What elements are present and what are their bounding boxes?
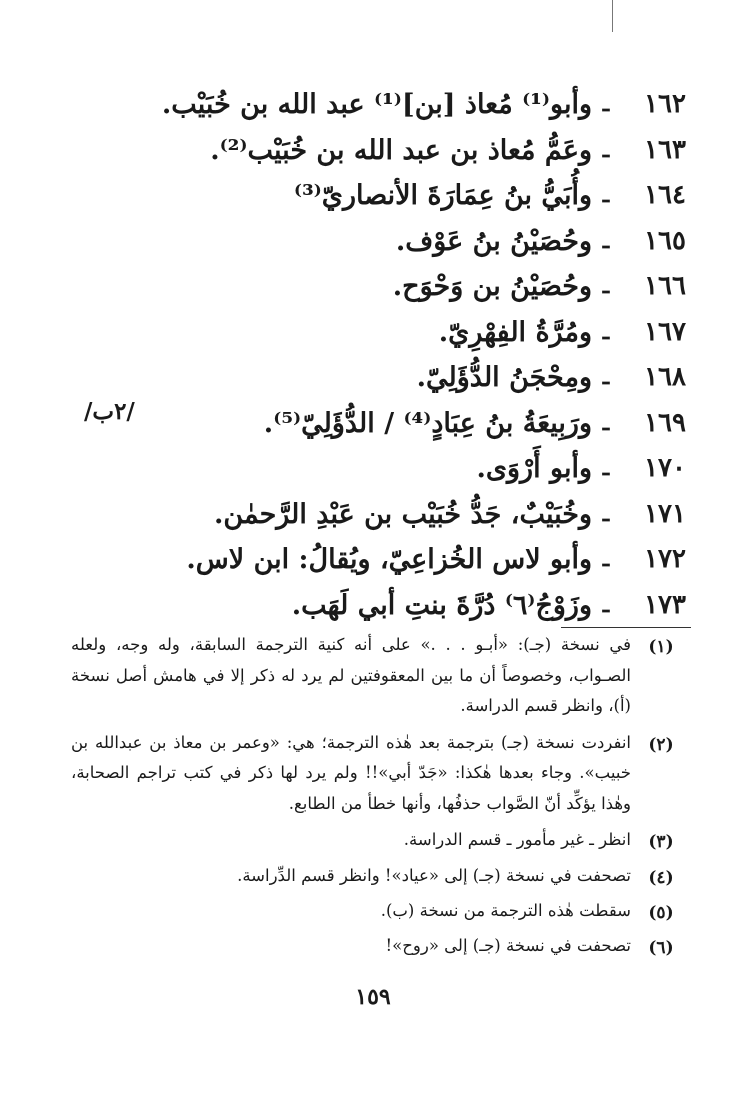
footnote-6 [51, 931, 691, 963]
entry-number: ١٦٦ [644, 271, 686, 301]
entry-number: ١٦٤ [644, 180, 686, 210]
entry-dash: ـ [602, 591, 610, 618]
entry-number: ١٦٧ [644, 316, 686, 347]
footnote-text: في نسخة (جـ): «أبـو . . .» على أنه كنية الترجمة السابقة، وله وجه، ولعله الصـواب، وخصوصاً أن ما بين المعقوفتين لم يرد له ذكر إلا في هامش أصل نسخة (أ)، وانظر قسم الدراسة. [71, 635, 631, 715]
entry-dash: ـ [602, 273, 610, 299]
footnote-number: (٦) [648, 938, 674, 958]
entry-text: وعَمُّ مُعاذ بن عبد الله بن خُبَيْب⁽²⁾. [210, 134, 592, 166]
entry-173 [66, 583, 686, 629]
entry-162 [66, 82, 686, 128]
entry-170 [66, 446, 686, 492]
entry-163 [66, 128, 686, 174]
footnote-text: انظر ـ غير مأمور ـ قسم الدراسة. [403, 830, 631, 849]
page-number: ١٥٩ [355, 984, 391, 1010]
footnote-2 [51, 728, 691, 820]
entry-171 [66, 492, 686, 538]
footnote-list [51, 630, 691, 963]
entry-text: وأبو⁽¹⁾ مُعاذ [بن]⁽¹⁾ عبد الله بن خُبَيْب. [161, 89, 592, 120]
entry-number: ١٧٠ [644, 453, 686, 483]
entry-172 [66, 537, 686, 583]
entry-dash: ـ [602, 182, 610, 208]
entry-list [66, 82, 686, 628]
entry-text: وأبو لاس الخُزاعِيّ، ويُقالُ: ابن لاس. [186, 544, 592, 575]
entry-text: وزَوْجُ⁽٦⁾ دُرَّةَ بنتِ أبي لَهَب. [291, 589, 592, 621]
footnote-number: (٤) [648, 868, 674, 888]
entry-number: ١٧٣ [644, 589, 686, 620]
entry-dash: ـ [602, 227, 610, 254]
footnote-5 [51, 896, 691, 928]
entry-text: وحُصَيْنُ بنُ عَوْف. [395, 225, 592, 257]
entry-text: وأُبَيُّ بنُ عِمَارَةَ الأنصاريّ⁽³⁾ [293, 180, 592, 211]
entry-164 [66, 173, 686, 219]
footnote-number: (٥) [648, 903, 674, 923]
entry-number: ١٦٥ [644, 225, 686, 256]
footnote-1 [51, 630, 691, 722]
entry-text: وخُبَيْبٌ، جَدُّ خُبَيْب بن عَبْدِ الرَّحمٰن. [214, 498, 592, 530]
footnote-text: سقطت هٰذه الترجمة من نسخة (ب). [380, 901, 631, 920]
entry-text: وحُصَيْنُ بن وَحْوَح. [392, 271, 592, 302]
gutter-line [612, 0, 613, 32]
footnote-separator [561, 627, 691, 628]
entry-dash: ـ [602, 318, 610, 345]
entry-text: ومُرَّةُ الفِهْرِيّ. [438, 316, 592, 348]
footnote-number: (٢) [648, 734, 674, 755]
footnote-text: تصحفت في نسخة (جـ) إلى «عياد»! وانظر قسم الدِّراسة. [237, 866, 631, 885]
entry-number: ١٦٨ [644, 362, 686, 392]
entry-number: ١٦٩ [644, 407, 686, 438]
entry-dash: ـ [602, 500, 610, 527]
entry-dash: ـ [602, 455, 610, 481]
entry-text: ورَبِيعَةُ بنُ عِبَادٍ⁽⁴⁾ / الدُّؤَلِيّ⁽⁵⁾. [263, 407, 592, 439]
entry-dash: ـ [602, 409, 610, 436]
entry-number: ١٧١ [644, 498, 686, 529]
footnote-number: (١) [648, 637, 674, 657]
entry-number: ١٦٢ [644, 89, 686, 119]
entry-dash: ـ [602, 546, 610, 572]
footnote-text: تصحفت في نسخة (جـ) إلى «روح»! [385, 936, 631, 955]
entry-dash: ـ [602, 136, 610, 163]
entry-168 [66, 355, 686, 401]
entry-number: ١٦٣ [644, 134, 686, 165]
footnote-text: انفردت نسخة (جـ) بترجمة بعد هٰذه الترجمة؛ هي: «وعمر بن معاذ بن عبدالله بن خبيب». وجاء بعدها هٰكذا: «جَدّ أبي»!! ولم يرد لها ذكر في كتب تراجم الصحابة، وهٰذا يؤكِّد أنّ الصَّواب حذفُها، وأنها خطأ من الطابع. [71, 732, 631, 813]
entry-169 [66, 401, 686, 447]
footnote-3 [51, 825, 691, 857]
entry-165 [66, 219, 686, 265]
entry-dash: ـ [602, 364, 610, 390]
entry-number: ١٧٢ [644, 544, 686, 574]
footnote-4 [51, 861, 691, 893]
entry-text: ومِحْجَنُ الدُّؤَلِيّ. [416, 362, 592, 393]
entry-167 [66, 310, 686, 356]
entry-text: وأبو أَرْوَى. [476, 453, 592, 484]
manuscript-folio-marker: /٢ب/ [84, 398, 135, 425]
entry-dash: ـ [602, 91, 610, 117]
entry-166 [66, 264, 686, 310]
footnote-number: (٣) [648, 832, 674, 852]
